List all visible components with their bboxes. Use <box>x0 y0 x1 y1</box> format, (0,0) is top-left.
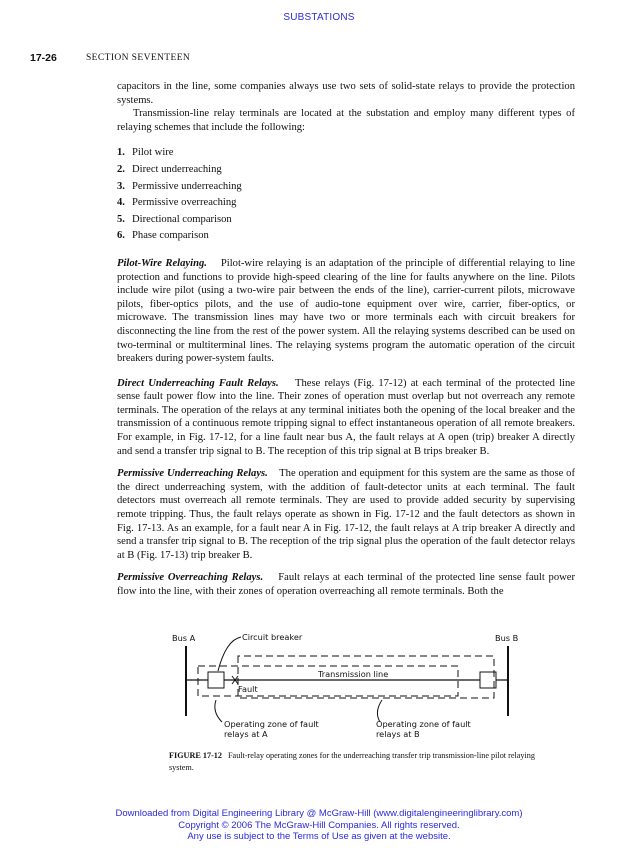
breaker-a <box>208 672 224 688</box>
intro-paragraph-2: Transmission-line relay terminals are located at the substation and employ many different types of relaying schemes that include the following: <box>117 108 575 133</box>
footer-terms: Any use is subject to the Terms of Use as given at the website. <box>187 831 451 842</box>
relaying-schemes-list <box>117 145 575 245</box>
intro-paragraph-1: capacitors in the line, some companies always use two sets of solid-state relays to provide the protection systems. <box>117 81 575 106</box>
permissive-overreaching-heading: Permissive Overreaching Relays. <box>117 572 264 584</box>
permissive-underreaching-heading: Permissive Underreaching Relays. <box>117 468 268 480</box>
footer-copyright: Copyright © 2006 The McGraw-Hill Companies. All rights reserved. <box>178 819 460 831</box>
zone-b-label-line2: relays at B <box>376 729 420 739</box>
running-header: SUBSTATIONS <box>283 12 355 23</box>
direct-underreaching-paragraph: Direct Underreaching Fault Relays. These relays (Fig. 17-12) at each terminal of the protected line sense fault power flow into the line. Their zones of operation must overlap but not overreach any remote terminals. The operation of the relays at any terminal initiates both the opening of the local breaker and the transmission of a continuous remote tripping signal to effect instantaneous operation of all remote breakers. For example, in Fig. 17-12, for a line fault near bus A, the fault relays at A open (trip) breaker A directly and send a transfer trip signal to B. The reception of this trip signal at B trips breaker B. <box>117 377 575 457</box>
figure-caption-label: FIGURE 17-12 <box>169 751 222 760</box>
footer-download-link[interactable]: Downloaded from Digital Engineering Library @ McGraw-Hill (www.digitalengineeringlibrary.com) <box>115 808 523 819</box>
figure-17-12-diagram <box>168 628 528 746</box>
list-item: 1. Pilot wire <box>117 147 174 159</box>
bus-a-label: Bus A <box>172 633 196 643</box>
figure-caption: FIGURE 17-12 Fault-relay operating zones for the underreaching transfer trip transmission-line pilot relaying system. <box>169 751 535 772</box>
page-number: 17-26 <box>30 52 57 64</box>
section-title: SECTION SEVENTEEN <box>86 53 191 63</box>
circuit-breaker-label: Circuit breaker <box>242 632 303 642</box>
list-item: 4. Permissive overreaching <box>117 197 237 209</box>
bus-b-label: Bus B <box>495 633 519 643</box>
list-item: 5. Directional comparison <box>117 213 232 225</box>
list-item: 2. Direct underreaching <box>117 163 222 175</box>
list-item: 6. Phase comparison <box>117 230 209 242</box>
direct-underreaching-heading: Direct Underreaching Fault Relays. <box>117 377 279 389</box>
footer <box>0 808 638 843</box>
list-item: 3. Permissive underreaching <box>117 180 242 192</box>
zone-a-label-line2: relays at A <box>224 729 268 739</box>
body-text <box>117 80 575 599</box>
permissive-overreaching-paragraph: Permissive Overreaching Relays. Fault relays at each terminal of the protected line sense fault power flow into the line, with their zones of operation overreaching all remote terminals. Both the <box>117 572 576 597</box>
zone-b-label-line1: Operating zone of fault <box>376 719 471 729</box>
fault-label: Fault <box>238 684 258 694</box>
permissive-underreaching-paragraph: Permissive Underreaching Relays. The operation and equipment for this system are the same as those of the direct underreaching system, with the addition of fault-detector units at each terminal. The fault detectors must overreach all remote terminals. They are used to provide added security by supervising remote tripping. Thus, the fault relays operate as shown in Fig. 17-12 and the fault detectors as shown in Fig. 17-13. As an example, for a fault near A in Fig. 17-12, the fault relays at A trip breaker A directly and send a transfer trip signal to B. The reception of the trip signal plus the operation of the fault detector relays at B (Fig. 17-13) trip breaker B. <box>117 468 575 561</box>
zone-a-leader <box>215 700 222 722</box>
pilot-wire-heading: Pilot-Wire Relaying. <box>117 257 207 269</box>
pilot-wire-paragraph: Pilot-Wire Relaying. Pilot-wire relaying is an adaptation of the principle of differential relaying to line protection and functions to provide high-speed clearing of the line for faults anywhere on the line. Pilots include wire pilot (using a two-wire pair between the ends of the line), carrier-current pilots, microwave pilots, fiber-optics pilots, and the use of audio-tone equipment over wire, carrier, fiber-optics, or microwave. The transmission lines may have two or more terminals each with circuit breakers for disconnecting the line from the rest of the power system. All the relaying systems described can be used on two-terminal or multiterminal lines. The relaying systems program the automatic operation of the circuit breakers during power-system faults. <box>117 257 575 365</box>
zone-a-label-line1: Operating zone of fault <box>224 719 319 729</box>
transmission-line-label: Transmission line <box>318 669 389 679</box>
